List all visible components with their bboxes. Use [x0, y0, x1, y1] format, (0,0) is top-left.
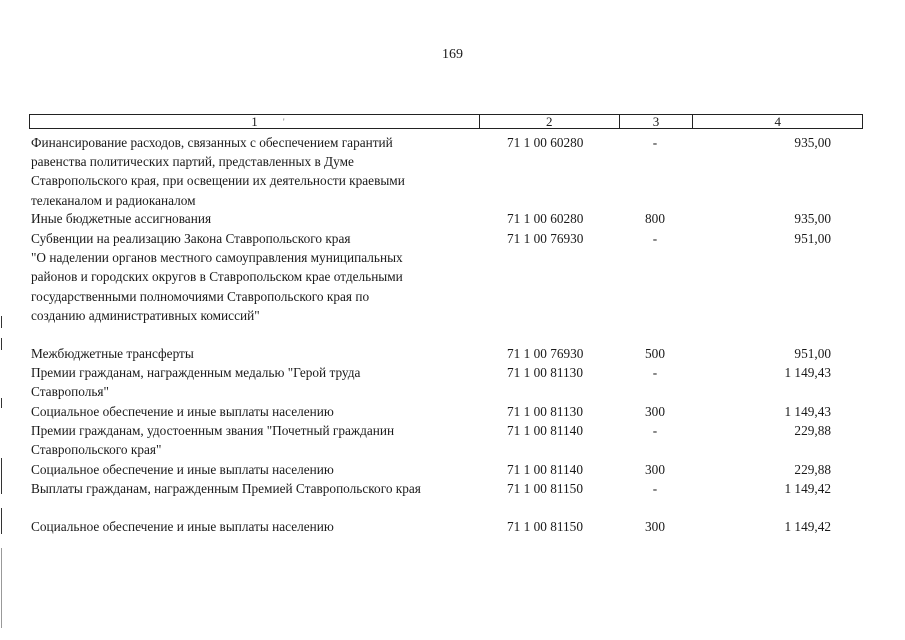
row-code: 71 1 00 81150 — [507, 519, 583, 534]
header-col-2: 2 — [480, 115, 620, 128]
row-type: 300 — [645, 404, 665, 419]
row-type: 800 — [645, 211, 665, 226]
row-name: Субвенции на реализацию Закона Ставропольского края "О наделении органов местного самоуправления муниципальных районов и городских округов в Ставропольском крае отдельными государственными полномочиями Ставропольского края по созданию административных комиссий" — [31, 231, 403, 323]
row-amount: 1 149,42 — [784, 481, 831, 496]
margin-scan-mark — [1, 316, 2, 328]
row-amount: 951,00 — [794, 346, 831, 361]
row-code: 71 1 00 60280 — [507, 211, 584, 226]
row-name: Премии гражданам, удостоенным звания "Почетный гражданин Ставропольского края" — [31, 423, 395, 458]
row-name: Иные бюджетные ассигнования — [31, 211, 212, 226]
row-type: - — [652, 481, 658, 496]
row-name: Социальное обеспечение и иные выплаты населению — [31, 404, 334, 419]
row-name: Социальное обеспечение и иные выплаты населению — [31, 462, 334, 477]
row-type: 300 — [645, 462, 665, 477]
row-amount: 1 149,43 — [784, 404, 831, 419]
page-number: 169 — [442, 47, 463, 62]
row-type: - — [652, 423, 658, 438]
row-name: Социальное обеспечение и иные выплаты населению — [31, 519, 334, 534]
row-code: 71 1 00 81130 — [507, 365, 583, 380]
row-amount: 951,00 — [794, 231, 831, 246]
row-type: 500 — [645, 346, 665, 361]
row-name: Выплаты гражданам, награжденным Премией Ставропольского края — [31, 481, 421, 496]
margin-scan-mark — [1, 398, 2, 408]
header-col-1: 1 — [30, 115, 480, 128]
row-code: 71 1 00 81140 — [507, 423, 583, 438]
row-amount: 935,00 — [794, 211, 831, 226]
row-name: Межбюджетные трансферты — [31, 346, 194, 361]
table-header-row — [29, 114, 863, 129]
margin-scan-mark — [1, 548, 2, 628]
row-name: Премии гражданам, награжденным медалью "Герой труда Ставрополья" — [31, 365, 361, 400]
header-col-4: 4 — [774, 114, 781, 129]
row-type: - — [652, 231, 658, 246]
row-code: 71 1 00 81150 — [507, 481, 583, 496]
row-amount: 229,88 — [794, 462, 831, 477]
row-code: 71 1 00 60280 — [507, 135, 584, 150]
row-name: Финансирование расходов, связанных с обеспечением гарантий равенства политических партий, представленных в Думе Ставропольского края, при освещении их деятельности краевыми телеканалом и радиоканалом — [31, 135, 405, 208]
row-amount: 229,88 — [794, 423, 831, 438]
row-code: 71 1 00 81130 — [507, 404, 583, 419]
margin-scan-mark — [1, 338, 2, 350]
row-amount: 1 149,43 — [784, 365, 831, 380]
row-code: 71 1 00 76930 — [507, 346, 584, 361]
row-code: 71 1 00 81140 — [507, 462, 583, 477]
row-amount: 935,00 — [794, 135, 831, 150]
header-tick-mark: ' — [283, 117, 285, 127]
header-col-3: 3 — [620, 115, 694, 128]
row-type: - — [652, 135, 658, 150]
margin-scan-mark — [1, 508, 2, 534]
row-type: - — [652, 365, 658, 380]
margin-scan-mark — [1, 458, 2, 494]
row-amount: 1 149,42 — [784, 519, 831, 534]
row-type: 300 — [645, 519, 665, 534]
row-code: 71 1 00 76930 — [507, 231, 584, 246]
